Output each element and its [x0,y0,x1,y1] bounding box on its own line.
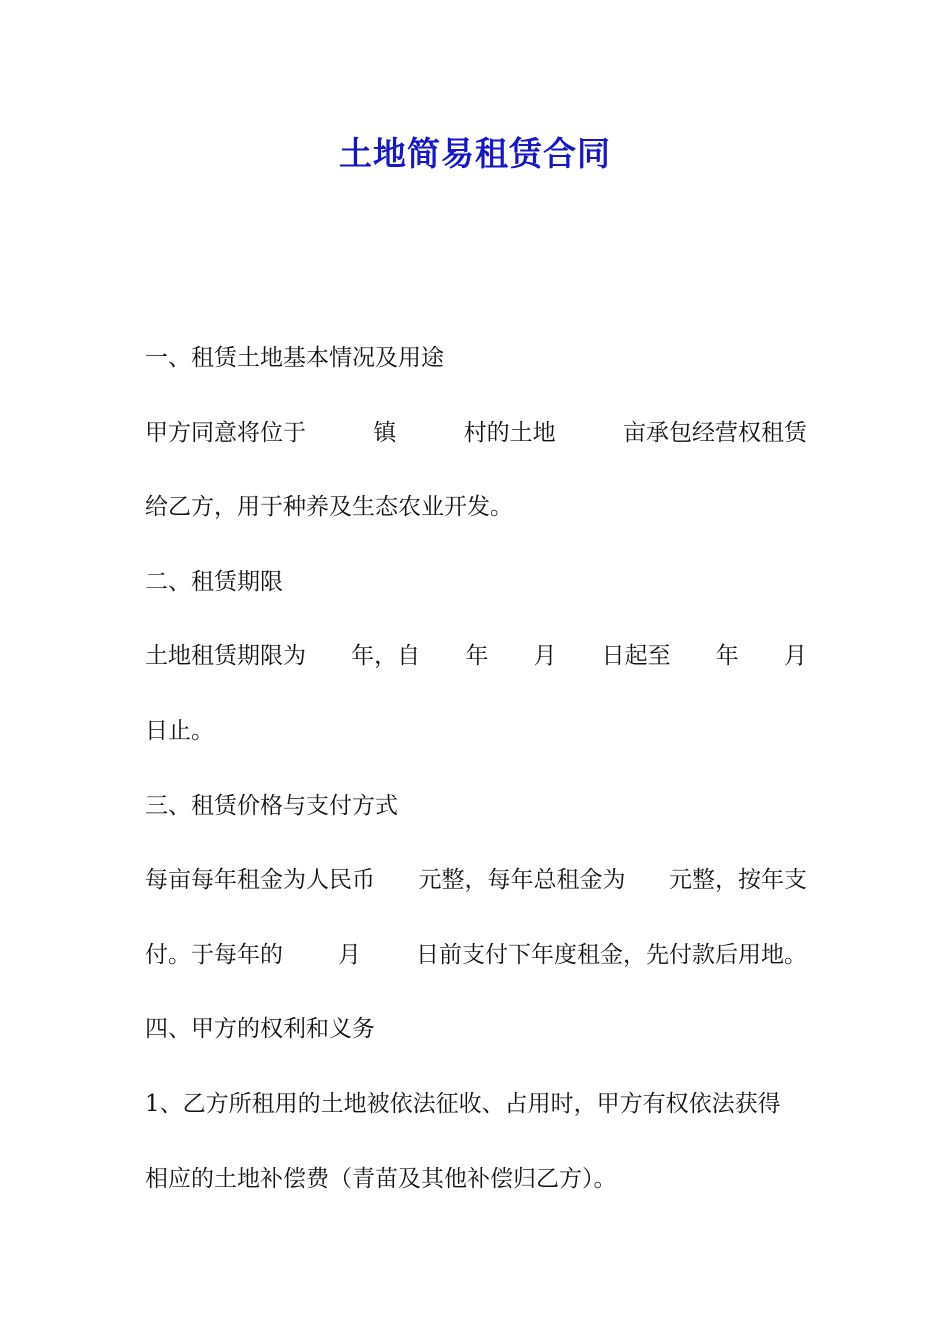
section-2-heading: 二、租赁期限 [145,568,283,595]
text-fragment: 镇 [373,419,397,446]
text-fragment: 年，自 [351,643,421,670]
section-3-line-1 [145,858,807,933]
section-2-line-1 [145,634,807,709]
text-fragment: 土地租赁期限为 [145,643,306,670]
text-fragment: 年 [715,643,739,670]
text-fragment: 每亩每年租金为人民币 [145,867,375,894]
section-3-heading: 三、租赁价格与支付方式 [145,792,398,819]
text-fragment: 元整，每年总租金为 [418,867,626,894]
text-fragment: 付。于每年的 [145,941,283,968]
text-fragment: 甲方同意将位于 [145,419,306,446]
document-title: 土地简易租赁合同 [339,134,611,173]
text-fragment: 日前支付下年度租金，先付款后用地。 [416,941,807,968]
text-fragment: 村的土地 [463,419,556,446]
section-4-heading: 四、甲方的权利和义务 [145,1016,375,1043]
text-fragment: 月 [783,643,807,670]
section-4-line-1: 1、乙方所租用的土地被依法征收、占用时，甲方有权依法获得 [145,1090,781,1117]
text-fragment: 元整，按年支 [669,867,807,894]
text-fragment: 月 [338,941,361,968]
text-fragment: 月 [533,643,557,670]
section-1-line-1 [145,411,807,486]
section-1-line-2: 给乙方，用于种养及生态农业开发。 [145,494,513,521]
document-body [145,336,807,1231]
text-fragment: 亩承包经营权租赁 [622,419,807,446]
section-3-line-2 [145,933,807,1008]
section-4-line-2: 相应的土地补偿费（青苗及其他补偿归乙方）。 [145,1165,617,1192]
section-1-heading: 一、租赁土地基本情况及用途 [145,345,444,371]
text-fragment: 年 [465,643,489,670]
section-2-line-2: 日止。 [145,717,214,744]
text-fragment: 日起至 [601,643,671,670]
